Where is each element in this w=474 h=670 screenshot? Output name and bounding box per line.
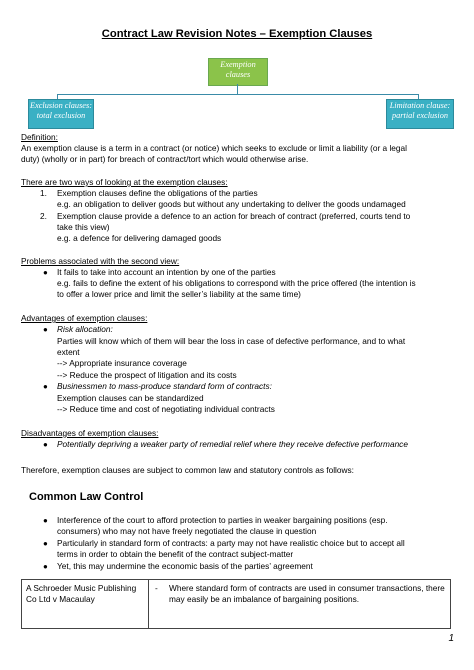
table-row bbox=[22, 580, 451, 629]
diagram-node-limitation: Limitation clause: partial exclusion bbox=[386, 99, 454, 129]
case-table bbox=[21, 579, 451, 629]
case-name-cell: A Schroeder Music Publishing Co Ltd v Macaulay bbox=[22, 580, 149, 629]
two-ways-heading: There are two ways of looking at the exemption clauses: bbox=[21, 177, 228, 187]
bullet-icon: ● bbox=[43, 325, 48, 334]
disadvantages-heading: Disadvantages of exemption clauses: bbox=[21, 428, 159, 438]
list-number: 2. bbox=[40, 211, 47, 221]
advantages-heading: Advantages of exemption clauses: bbox=[21, 313, 148, 323]
advantage-line: --> Reduce the prospect of litigation and its costs bbox=[57, 370, 237, 380]
page-number: 1 bbox=[448, 633, 454, 644]
bullet-icon: ● bbox=[43, 382, 48, 391]
problem-item: e.g. fails to define the extent of his obligations to correspond with the price offered (the intention is bbox=[57, 278, 416, 288]
bullet-icon: ● bbox=[43, 268, 48, 277]
definition-line: An exemption clause is a term in a contract (or notice) which seeks to exclude or limit a liability (or a legal bbox=[21, 143, 407, 153]
common-law-item: Interference of the court to afford protection to parties in weaker bargaining positions (esp. bbox=[57, 515, 388, 525]
definition-line: duty) (wholly or in part) for breach of contract/tort which would otherwise arise. bbox=[21, 154, 309, 164]
common-law-item: Yet, this may undermine the economic basis of the parties’ agreement bbox=[57, 561, 313, 571]
definition-heading: Definition: bbox=[21, 132, 58, 142]
list-item: Exemption clause provide a defence to an action for breach of contract (preferred, courts tend to bbox=[57, 211, 411, 221]
common-law-item: consumers) who may not have freely negotiated the clause in question bbox=[57, 526, 317, 536]
page-title: Contract Law Revision Notes – Exemption Clauses bbox=[101, 28, 373, 40]
dash-marker: - bbox=[155, 583, 158, 593]
section-heading: Common Law Control bbox=[29, 491, 144, 503]
problem-item: It fails to take into account an intention by one of the parties bbox=[57, 267, 276, 277]
problems-heading: Problems associated with the second view: bbox=[21, 256, 180, 266]
bullet-icon: ● bbox=[43, 516, 48, 525]
disadvantage-item: Potentially depriving a weaker party of remedial relief where they receive defective performance bbox=[57, 439, 408, 449]
advantage-line: Exemption clauses can be standardized bbox=[57, 393, 204, 403]
advantage-line: extent bbox=[57, 347, 80, 357]
list-item-example: e.g. a defence for delivering damaged goods bbox=[57, 233, 222, 243]
advantage-line: --> Reduce time and cost of negotiating individual contracts bbox=[57, 404, 275, 414]
diagram-node-exclusion: Exclusion clauses: total exclusion bbox=[28, 99, 94, 129]
common-law-item: Particularly in standard form of contracts: a party may not have realistic choice but to accept all bbox=[57, 538, 405, 548]
case-note-cell: - Where standard form of contracts are used in consumer transactions, there may easily be an imbalance of bargaining positions. bbox=[149, 580, 451, 629]
list-item-example: e.g. an obligation to deliver goods but without any undertaking to deliver the goods undamaged bbox=[57, 199, 406, 209]
diagram-node-exemption: Exemption clauses bbox=[208, 58, 268, 86]
advantage-line: --> Appropriate insurance coverage bbox=[57, 358, 187, 368]
advantage-line: Parties will know which of them will bear the loss in case of defective performance, and to what bbox=[57, 336, 406, 346]
advantage-title: Businessmen to mass-produce standard form of contracts: bbox=[57, 381, 272, 391]
bullet-icon: ● bbox=[43, 440, 48, 449]
list-item: take this view) bbox=[57, 222, 110, 232]
list-number: 1. bbox=[40, 188, 47, 198]
diagram-connector bbox=[237, 84, 238, 94]
advantage-title: Risk allocation: bbox=[57, 324, 113, 334]
common-law-item: terms in order to obtain the benefit of the contract subject-matter bbox=[57, 549, 294, 559]
problem-item: to offer a lower price and limit the seller’s liability at the same time) bbox=[57, 289, 301, 299]
bullet-icon: ● bbox=[43, 562, 48, 571]
diagram-connector bbox=[57, 94, 419, 95]
list-item: Exemption clauses define the obligations of the parties bbox=[57, 188, 258, 198]
bullet-icon: ● bbox=[43, 539, 48, 548]
therefore-line: Therefore, exemption clauses are subject to common law and statutory controls as follows: bbox=[21, 465, 354, 475]
